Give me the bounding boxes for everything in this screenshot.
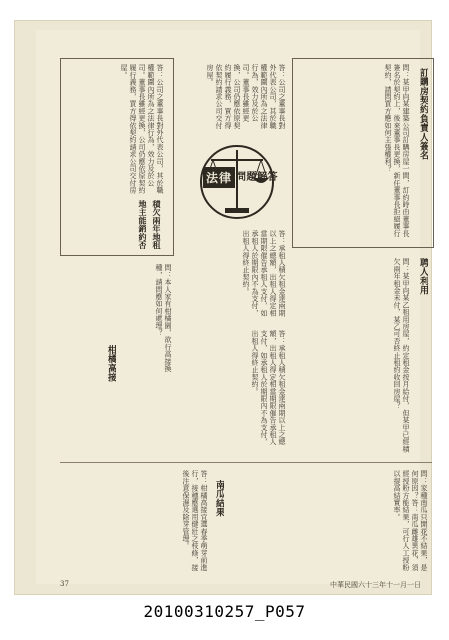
article6-title: 南瓜結果 [214,480,224,517]
article7-body: 答：柑橘高接宜選春季萌芽前進行，接穗應選用健壯之枝條，接後注意保濕及除芽管理。 [182,470,208,571]
ad-line1: 積欠兩年地租 [152,200,162,250]
article3-title: 聘人利用 [418,258,428,295]
article4-cont: 答：承租人積欠租金達兩期以上之總額，出租人得定相當期限催告承租人支付，如承租人於期限內不為支付，出租人得終止契約。 [251,330,286,446]
article1-title: 訂購房契約負責人簽名 [418,68,428,160]
publication-date: 中華民國六十三年十一月一日 [330,581,421,589]
article5-title: 柑橘高接 [106,345,116,382]
article3-body: 問：某甲向某乙租用房屋，約定租金按月給付，但某甲已經積欠兩年租金未付，某乙可否終止租約收回房屋？ [393,258,410,453]
article2-body: 答：公司之董事長對外代表公司，其於職權範圍內所為之法律行為，效力及於公司。董事長雖經更換，公司仍應依原契約履行義務，買方得依契約請求公司交付房屋。 [206,64,286,129]
article6-body: 問：家種南瓜只開花不結果，是何原因？答：南瓜雌雄異花，須經授粉方能結果，可行人工授粉以提高結實率。 [393,470,428,571]
article1-body: 問：某甲向某建築公司訂購房屋一間，訂約時由董事長簽名於契約上，後來董事長更換，新任董事長拒絕履行契約，請問買方應如何主張權利？ [384,64,410,237]
ad-line2: 地主能銷約否 [138,200,148,250]
page-number: 37 [60,580,69,588]
image-caption: 20100310257_P057 [143,602,306,621]
emblem-sub-label: 問題解答 [236,172,278,183]
article5-body: 問：本人家有柑橘園，欲行高接換種，請問應如何處理？ [155,264,172,372]
emblem-main-label: 法律 [203,167,235,188]
horizontal-divider [60,462,432,463]
article4-body: 答：承租人積欠租金達兩期以上之總額，出租人得定相當期限催告承租人支付，如承租人於期限內不為支付，出租人得終止契約。 [242,230,286,317]
ad-body: 答：公司之董事長對外代表公司，其於職權範圍內所為之法律行為，效力及於公司。董事長雖經更換，公司仍應依原契約履行義務，買方得依契約請求公司交付房屋。 [120,64,164,194]
